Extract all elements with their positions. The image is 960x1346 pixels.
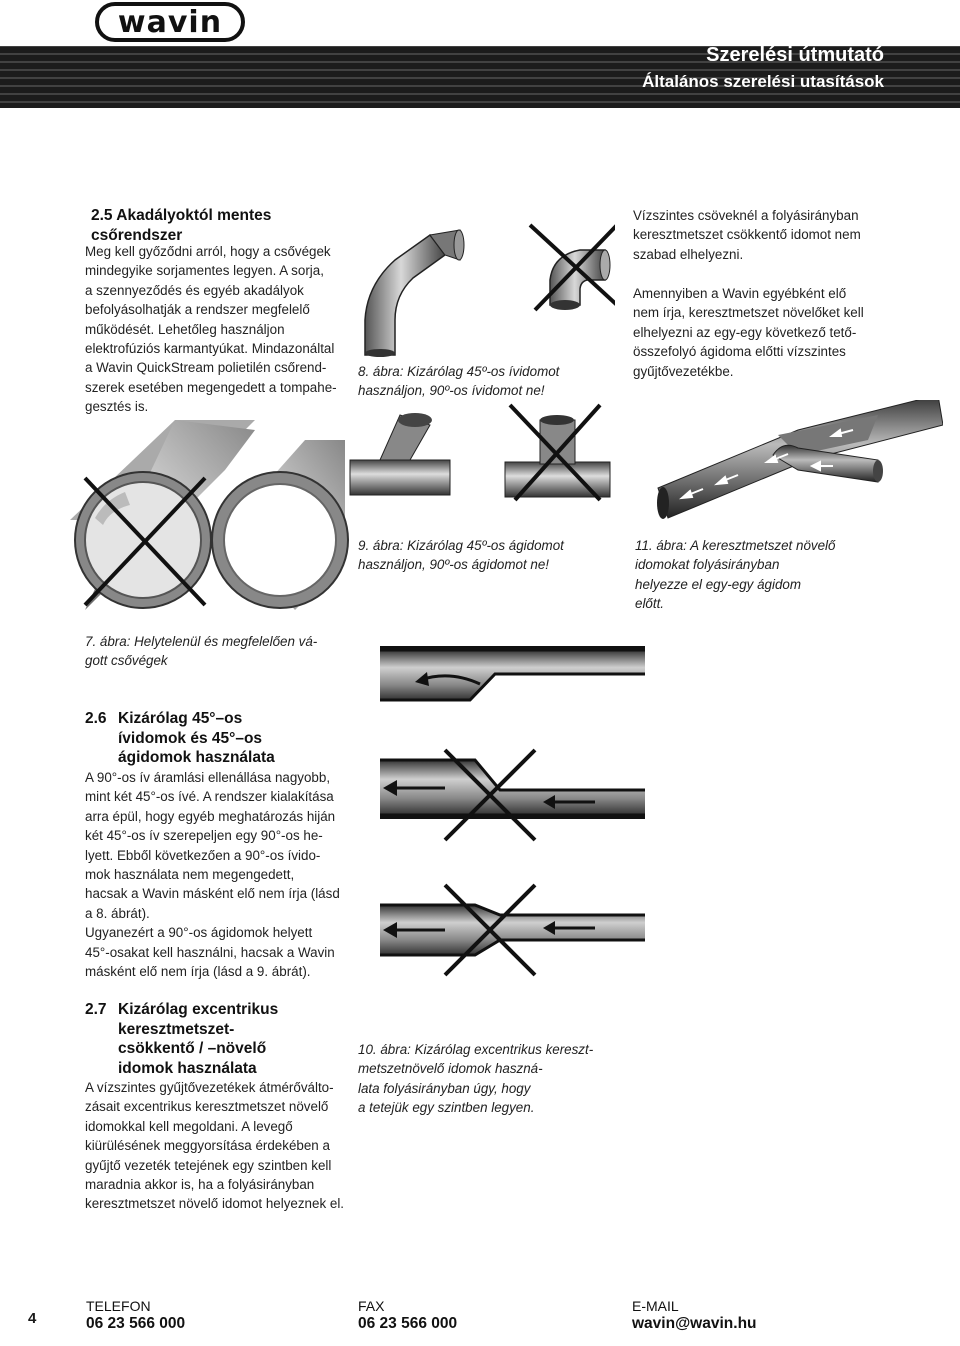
section-title: Akadályoktól mentes csőrendszer — [91, 207, 272, 244]
section-2-6-body: A 90°-os ív áramlási ellenállása nagyobb, mint két 45°-os ívé. A rendszer kialakítása arra épül, hogy egyéb meghatározás hiján két 45°-os ív szerepeljen egy 90°-os he- lyett. Ebből következően a 90°-os ívido- mok használata nem megengedett, hacsak a Wavin másként elő nem írja (lásd a 8. ábrát). Ugyanezért a 90°-os ágidomok helyett 45°-osakat kell használni, hacsak a Wavin másként elő nem írja (lásd a 9. ábrát). — [85, 770, 340, 980]
figure-8-elbows — [355, 210, 615, 360]
section-2-5-heading — [85, 206, 345, 245]
section-2-7-body: A vízszintes gyűjtővezetékek átmérőválto- zásait excentrikus keresztmetszet növelő idomokkal kell megoldani. A levegő kiürülésének meggyorsítása érdekében a gyűjtő vezeték tetejének egy szintben kell maradnia akkor is, ha a folyásirányban keresztmetszet növelő idomot helyeznek el. — [85, 1080, 345, 1212]
figure-9-caption: 9. ábra: Kizárólag 45º-os ágidomot használjon, 90º-os ágidomot ne! — [358, 538, 564, 573]
figure-11-reducer-before-branch — [648, 400, 943, 525]
email-label: E-MAIL — [632, 1298, 679, 1314]
reducer-correct — [380, 648, 645, 700]
header-band — [0, 0, 960, 108]
phone-label: TELEFON — [86, 1298, 151, 1314]
reducer-wrong-2 — [380, 885, 645, 975]
reducer-wrong-1 — [380, 750, 645, 840]
figure-7-caption: 7. ábra: Helytelenül és megfelelően vá- gott csővégek — [85, 634, 318, 669]
section-number: 2.6 — [85, 710, 107, 727]
page-subtitle: Általános szerelési utasítások — [642, 72, 884, 91]
right-paragraph-2: Amennyiben a Wavin egyébként elő nem írja, keresztmetszet növelőket kell elhelyezni az egy-egy következő tető- összefolyó ágidoma előtti vízszintes gyűjtővezetékbe. — [633, 286, 864, 379]
section-title: Kizárólag excentrikus keresztmetszet- csökkentő / –növelő idomok használata — [118, 1001, 279, 1077]
figure-10-caption: 10. ábra: Kizárólag excentrikus kereszt- metszetnövelő idomok haszná- lata folyásirányban úgy, hogy a tetejük egy szintben legyen. — [358, 1042, 594, 1116]
figure-10-eccentric-reducers — [375, 640, 655, 1020]
section-number: 2.5 — [91, 207, 113, 224]
section-number: 2.7 — [85, 1001, 107, 1018]
section-2-6-heading — [85, 709, 355, 768]
section-2-7-heading — [85, 1000, 355, 1078]
section-2-5-body: Meg kell győződni arról, hogy a csővégek mindegyike sorjamentes legyen. A sorja, a szennyeződés és egyéb akadályok befolyásolhatják a rendszer megfelelő működését. Lehetőleg használjon elektrofúziós karmantyúkat. Mindazonáltal a Wavin QuickStream polietilén csőrend- szerek esetében megengedett a tompahe- gesztés is. — [85, 244, 337, 415]
page-title: Szerelési útmutató — [706, 44, 884, 66]
page-number: 4 — [28, 1310, 37, 1327]
email-link[interactable]: wavin@wavin.hu — [632, 1315, 757, 1332]
figure-11-caption: 11. ábra: A keresztmetszet növelő idomokat folyásirányban helyezze el egy-egy ágidom előtt. — [635, 538, 836, 612]
phone-value: 06 23 566 000 — [86, 1315, 186, 1332]
section-title: Kizárólag 45°–os ívidomok és 45°–os ágidomok használata — [118, 710, 275, 766]
figure-7-pipe-ends — [55, 400, 355, 620]
figure-8-caption: 8. ábra: Kizárólag 45º-os ívidomot használjon, 90º-os ívidomot ne! — [358, 364, 560, 399]
fax-value: 06 23 566 000 — [358, 1315, 458, 1332]
fax-label: FAX — [358, 1298, 385, 1314]
right-paragraph-1: Vízszintes csöveknél a folyásirányban keresztmetszet csökkentő idomot nem szabad elhelyezni. — [633, 208, 861, 262]
wavin-logo: wavin — [95, 2, 245, 42]
figure-9-branches — [345, 400, 615, 520]
